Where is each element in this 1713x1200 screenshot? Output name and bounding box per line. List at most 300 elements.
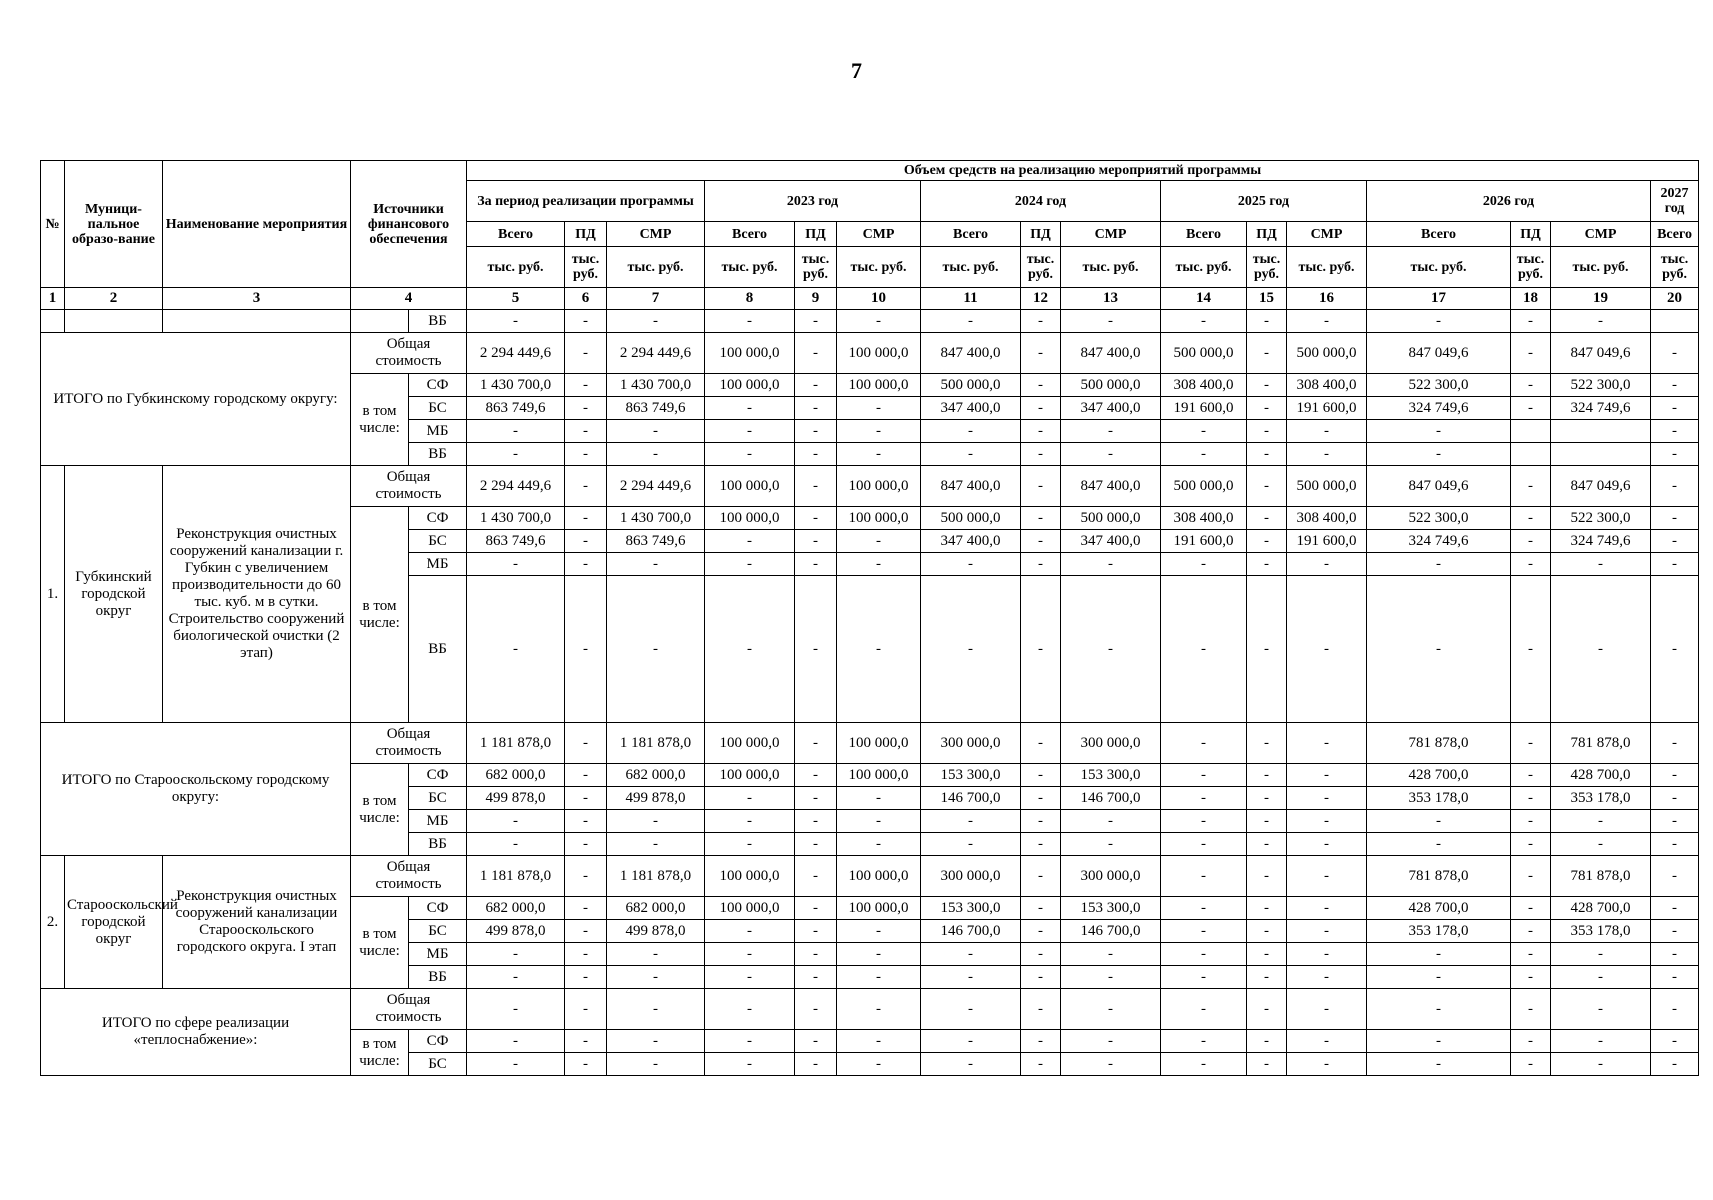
value-cell: - xyxy=(1161,576,1247,723)
value-cell: - xyxy=(1021,810,1061,833)
value-cell: - xyxy=(1287,1030,1367,1053)
value-cell: 100 000,0 xyxy=(837,723,921,764)
value-cell: - xyxy=(1511,576,1551,723)
value-cell: 191 600,0 xyxy=(1161,397,1247,420)
value-cell: - xyxy=(795,723,837,764)
value-cell: 347 400,0 xyxy=(921,397,1021,420)
value-cell: - xyxy=(1551,810,1651,833)
header-unit: тыс. руб. xyxy=(1061,247,1161,288)
value-cell: - xyxy=(705,787,795,810)
header-unit: тыс. руб. xyxy=(1287,247,1367,288)
source-code: БС xyxy=(409,920,467,943)
value-cell: 308 400,0 xyxy=(1161,374,1247,397)
header-smr: СМР xyxy=(1061,222,1161,247)
value-cell: - xyxy=(795,856,837,897)
value-cell: 153 300,0 xyxy=(1061,897,1161,920)
value-cell: 863 749,6 xyxy=(467,530,565,553)
column-number: 3 xyxy=(163,288,351,310)
value-cell: 847 400,0 xyxy=(1061,466,1161,507)
header-2023: 2023 год xyxy=(705,181,921,222)
value-cell: - xyxy=(1287,443,1367,466)
value-cell xyxy=(1511,443,1551,466)
value-cell: - xyxy=(795,810,837,833)
source-code: МБ xyxy=(409,553,467,576)
value-cell: - xyxy=(1247,507,1287,530)
source-code: МБ xyxy=(409,810,467,833)
value-cell: 300 000,0 xyxy=(1061,856,1161,897)
subtotal-label: ИТОГО по Губкинскому городскому округу: xyxy=(41,333,351,466)
value-cell: - xyxy=(607,810,705,833)
value-cell: 324 749,6 xyxy=(1551,530,1651,553)
value-cell: - xyxy=(1247,466,1287,507)
table-row xyxy=(41,466,1699,507)
value-cell: - xyxy=(1021,530,1061,553)
value-cell: - xyxy=(467,576,565,723)
value-cell: - xyxy=(795,530,837,553)
value-cell: - xyxy=(837,553,921,576)
value-cell: - xyxy=(607,576,705,723)
value-cell: - xyxy=(565,966,607,989)
table-row xyxy=(41,310,1699,333)
value-cell: - xyxy=(837,310,921,333)
value-cell: - xyxy=(837,420,921,443)
value-cell: - xyxy=(921,1030,1021,1053)
table-body xyxy=(41,161,1699,1076)
value-cell: - xyxy=(1367,443,1511,466)
value-cell: - xyxy=(1367,943,1511,966)
value-cell: - xyxy=(1247,576,1287,723)
value-cell: - xyxy=(1287,420,1367,443)
value-cell: - xyxy=(565,810,607,833)
value-cell: - xyxy=(1161,833,1247,856)
value-cell: - xyxy=(1511,897,1551,920)
value-cell: - xyxy=(607,443,705,466)
value-cell: - xyxy=(1287,310,1367,333)
header-2024: 2024 год xyxy=(921,181,1161,222)
value-cell: 308 400,0 xyxy=(1287,507,1367,530)
in-total-label: в том числе: xyxy=(351,507,409,723)
value-cell: - xyxy=(1021,943,1061,966)
value-cell: - xyxy=(1651,787,1699,810)
value-cell: - xyxy=(1161,553,1247,576)
value-cell: 100 000,0 xyxy=(837,374,921,397)
value-cell: - xyxy=(1651,576,1699,723)
value-cell: 682 000,0 xyxy=(467,764,565,787)
value-cell: - xyxy=(921,576,1021,723)
value-cell: - xyxy=(1511,966,1551,989)
column-number: 10 xyxy=(837,288,921,310)
value-cell: - xyxy=(1021,966,1061,989)
value-cell: - xyxy=(467,943,565,966)
value-cell: - xyxy=(795,1053,837,1076)
value-cell: - xyxy=(1021,374,1061,397)
value-cell: - xyxy=(1161,966,1247,989)
value-cell: - xyxy=(1247,920,1287,943)
value-cell: - xyxy=(1287,897,1367,920)
header-unit: тыс. руб. xyxy=(705,247,795,288)
value-cell: - xyxy=(467,1053,565,1076)
value-cell: - xyxy=(1021,787,1061,810)
value-cell: 500 000,0 xyxy=(1061,374,1161,397)
column-number: 17 xyxy=(1367,288,1511,310)
value-cell: - xyxy=(1247,723,1287,764)
value-cell: - xyxy=(705,310,795,333)
value-cell xyxy=(1651,310,1699,333)
value-cell: 100 000,0 xyxy=(837,333,921,374)
header-no: № xyxy=(41,161,65,288)
value-cell: - xyxy=(837,966,921,989)
value-cell: - xyxy=(921,943,1021,966)
value-cell: - xyxy=(837,833,921,856)
value-cell: - xyxy=(1651,833,1699,856)
value-cell: - xyxy=(1021,310,1061,333)
value-cell: - xyxy=(705,833,795,856)
header-total: Всего xyxy=(467,222,565,247)
value-cell: - xyxy=(1021,397,1061,420)
value-cell: 1 430 700,0 xyxy=(467,374,565,397)
value-cell: - xyxy=(1511,333,1551,374)
column-number: 18 xyxy=(1511,288,1551,310)
empty-cell xyxy=(351,310,409,333)
value-cell: - xyxy=(467,810,565,833)
value-cell: - xyxy=(1287,833,1367,856)
value-cell: 500 000,0 xyxy=(1287,333,1367,374)
value-cell: 2 294 449,6 xyxy=(607,466,705,507)
value-cell: - xyxy=(705,420,795,443)
value-cell: 100 000,0 xyxy=(837,507,921,530)
value-cell: - xyxy=(1511,856,1551,897)
value-cell: 1 181 878,0 xyxy=(467,856,565,897)
value-cell: 499 878,0 xyxy=(607,787,705,810)
value-cell: 324 749,6 xyxy=(1367,397,1511,420)
value-cell: - xyxy=(565,764,607,787)
value-cell: - xyxy=(795,943,837,966)
value-cell: - xyxy=(1161,810,1247,833)
value-cell: - xyxy=(607,833,705,856)
header-unit: тыс. руб. xyxy=(467,247,565,288)
header-2026: 2026 год xyxy=(1367,181,1651,222)
table-row xyxy=(41,723,1699,764)
value-cell: - xyxy=(1651,966,1699,989)
value-cell: - xyxy=(1247,989,1287,1030)
value-cell: - xyxy=(1061,576,1161,723)
column-number: 15 xyxy=(1247,288,1287,310)
column-number: 12 xyxy=(1021,288,1061,310)
value-cell: - xyxy=(1651,530,1699,553)
header-total: Всего xyxy=(1161,222,1247,247)
value-cell: 353 178,0 xyxy=(1367,920,1511,943)
value-cell: - xyxy=(607,310,705,333)
value-cell: 1 181 878,0 xyxy=(607,856,705,897)
table-row xyxy=(41,333,1699,374)
value-cell: - xyxy=(1247,787,1287,810)
value-cell: - xyxy=(1287,787,1367,810)
value-cell: - xyxy=(1287,553,1367,576)
value-cell: 863 749,6 xyxy=(607,530,705,553)
value-cell: 100 000,0 xyxy=(705,764,795,787)
total-cost-label: Общая стоимость xyxy=(351,466,467,507)
value-cell: - xyxy=(607,553,705,576)
value-cell: - xyxy=(1061,443,1161,466)
value-cell: 781 878,0 xyxy=(1551,856,1651,897)
value-cell: - xyxy=(1021,989,1061,1030)
source-code: ВБ xyxy=(409,310,467,333)
value-cell: 100 000,0 xyxy=(705,333,795,374)
header-pd: ПД xyxy=(565,222,607,247)
column-numbers-row xyxy=(41,288,1699,310)
value-cell: - xyxy=(1511,374,1551,397)
value-cell: - xyxy=(837,920,921,943)
value-cell: 100 000,0 xyxy=(705,856,795,897)
page-number: 7 xyxy=(851,58,862,83)
value-cell: 847 049,6 xyxy=(1551,333,1651,374)
value-cell: - xyxy=(1247,943,1287,966)
value-cell: - xyxy=(1021,420,1061,443)
header-total: Всего xyxy=(1367,222,1511,247)
value-cell: - xyxy=(795,397,837,420)
total-cost-label: Общая стоимость xyxy=(351,856,467,897)
value-cell: - xyxy=(1161,920,1247,943)
value-cell: - xyxy=(1021,507,1061,530)
source-code: ВБ xyxy=(409,833,467,856)
value-cell: 847 049,6 xyxy=(1551,466,1651,507)
header-unit: тыс. руб. xyxy=(1511,247,1551,288)
value-cell: - xyxy=(1367,833,1511,856)
value-cell: - xyxy=(607,420,705,443)
value-cell: 324 749,6 xyxy=(1551,397,1651,420)
column-number: 13 xyxy=(1061,288,1161,310)
value-cell: - xyxy=(1651,420,1699,443)
value-cell: 682 000,0 xyxy=(607,764,705,787)
value-cell: - xyxy=(565,374,607,397)
value-cell: - xyxy=(795,333,837,374)
value-cell: 153 300,0 xyxy=(921,764,1021,787)
column-number: 7 xyxy=(607,288,705,310)
value-cell: - xyxy=(1061,943,1161,966)
header-municipality: Муници-пальное образо-вание xyxy=(65,161,163,288)
value-cell: - xyxy=(1021,466,1061,507)
column-number: 11 xyxy=(921,288,1021,310)
value-cell: - xyxy=(705,920,795,943)
header-unit: тыс. руб. xyxy=(837,247,921,288)
value-cell: - xyxy=(705,530,795,553)
value-cell: - xyxy=(1551,989,1651,1030)
value-cell: 500 000,0 xyxy=(1061,507,1161,530)
value-cell: - xyxy=(1651,764,1699,787)
value-cell: - xyxy=(1367,553,1511,576)
value-cell: - xyxy=(1651,1053,1699,1076)
value-cell: - xyxy=(1511,810,1551,833)
value-cell: - xyxy=(795,787,837,810)
header-pd: ПД xyxy=(1247,222,1287,247)
source-code: БС xyxy=(409,787,467,810)
value-cell: - xyxy=(1511,723,1551,764)
source-code: СФ xyxy=(409,897,467,920)
value-cell: 308 400,0 xyxy=(1161,507,1247,530)
header-2027: 2027 год xyxy=(1651,181,1699,222)
source-code: СФ xyxy=(409,1030,467,1053)
value-cell: - xyxy=(1287,764,1367,787)
value-cell: 1 181 878,0 xyxy=(467,723,565,764)
value-cell: 146 700,0 xyxy=(1061,787,1161,810)
value-cell: 847 049,6 xyxy=(1367,333,1511,374)
value-cell: - xyxy=(1551,310,1651,333)
value-cell: 146 700,0 xyxy=(1061,920,1161,943)
value-cell: - xyxy=(565,576,607,723)
header-pd: ПД xyxy=(1021,222,1061,247)
value-cell: - xyxy=(1061,553,1161,576)
value-cell: - xyxy=(467,989,565,1030)
in-total-label: в том числе: xyxy=(351,897,409,989)
header-unit: тыс. руб. xyxy=(921,247,1021,288)
header-measure: Наименование мероприятия xyxy=(163,161,351,288)
value-cell: - xyxy=(1247,1030,1287,1053)
header-unit: тыс. руб. xyxy=(1161,247,1247,288)
value-cell: - xyxy=(565,787,607,810)
value-cell: - xyxy=(705,397,795,420)
value-cell: 847 400,0 xyxy=(1061,333,1161,374)
value-cell: - xyxy=(1247,333,1287,374)
value-cell: - xyxy=(565,856,607,897)
source-code: ВБ xyxy=(409,966,467,989)
value-cell: 1 181 878,0 xyxy=(607,723,705,764)
value-cell: - xyxy=(1651,1030,1699,1053)
value-cell: - xyxy=(607,966,705,989)
item-municipality: Губкинский городской округ xyxy=(65,466,163,723)
value-cell: 347 400,0 xyxy=(1061,397,1161,420)
value-cell: - xyxy=(921,553,1021,576)
value-cell: 100 000,0 xyxy=(705,507,795,530)
value-cell: - xyxy=(1287,723,1367,764)
value-cell: - xyxy=(1511,943,1551,966)
value-cell: - xyxy=(1511,1030,1551,1053)
value-cell: - xyxy=(1021,897,1061,920)
value-cell: - xyxy=(795,920,837,943)
value-cell: - xyxy=(1287,810,1367,833)
value-cell: - xyxy=(1021,920,1061,943)
value-cell xyxy=(1551,443,1651,466)
value-cell: - xyxy=(1247,810,1287,833)
table-row xyxy=(41,989,1699,1030)
value-cell: - xyxy=(1367,1030,1511,1053)
value-cell: - xyxy=(705,553,795,576)
value-cell: - xyxy=(607,1053,705,1076)
value-cell: - xyxy=(1651,397,1699,420)
empty-cell xyxy=(41,310,65,333)
value-cell: - xyxy=(1511,920,1551,943)
value-cell: - xyxy=(607,943,705,966)
value-cell: 100 000,0 xyxy=(705,466,795,507)
value-cell: - xyxy=(467,833,565,856)
value-cell: - xyxy=(1161,723,1247,764)
value-cell: - xyxy=(1061,810,1161,833)
value-cell: 146 700,0 xyxy=(921,787,1021,810)
value-cell: - xyxy=(1247,833,1287,856)
value-cell: - xyxy=(1651,810,1699,833)
column-number: 20 xyxy=(1651,288,1699,310)
empty-cell xyxy=(65,310,163,333)
value-cell: - xyxy=(1161,310,1247,333)
value-cell: - xyxy=(921,833,1021,856)
value-cell: - xyxy=(1367,810,1511,833)
value-cell: - xyxy=(1367,310,1511,333)
value-cell: 100 000,0 xyxy=(837,466,921,507)
in-total-label: в том числе: xyxy=(351,374,409,466)
value-cell: 781 878,0 xyxy=(1367,856,1511,897)
value-cell: - xyxy=(1287,943,1367,966)
value-cell: - xyxy=(1287,576,1367,723)
value-cell: 100 000,0 xyxy=(705,374,795,397)
value-cell: 863 749,6 xyxy=(607,397,705,420)
value-cell: - xyxy=(467,443,565,466)
value-cell: - xyxy=(1161,1053,1247,1076)
column-number: 9 xyxy=(795,288,837,310)
source-code: СФ xyxy=(409,374,467,397)
value-cell: - xyxy=(1651,333,1699,374)
value-cell: - xyxy=(1287,1053,1367,1076)
total-cost-label: Общая стоимость xyxy=(351,723,467,764)
total-cost-label: Общая стоимость xyxy=(351,333,467,374)
value-cell: 682 000,0 xyxy=(467,897,565,920)
subtotal-label: ИТОГО по сфере реализации «теплоснабжение»: xyxy=(41,989,351,1076)
value-cell: 500 000,0 xyxy=(1287,466,1367,507)
value-cell: - xyxy=(1367,966,1511,989)
value-cell: 428 700,0 xyxy=(1367,764,1511,787)
value-cell: 428 700,0 xyxy=(1551,897,1651,920)
value-cell: 499 878,0 xyxy=(467,787,565,810)
value-cell: - xyxy=(1021,553,1061,576)
value-cell: - xyxy=(795,553,837,576)
header-smr: СМР xyxy=(607,222,705,247)
value-cell: 2 294 449,6 xyxy=(607,333,705,374)
value-cell: - xyxy=(921,966,1021,989)
value-cell: 428 700,0 xyxy=(1551,764,1651,787)
value-cell: 347 400,0 xyxy=(1061,530,1161,553)
value-cell: - xyxy=(1287,966,1367,989)
value-cell: - xyxy=(921,1053,1021,1076)
empty-cell xyxy=(163,310,351,333)
value-cell: 500 000,0 xyxy=(921,507,1021,530)
value-cell: - xyxy=(1511,1053,1551,1076)
value-cell: - xyxy=(1651,507,1699,530)
value-cell: - xyxy=(1061,420,1161,443)
value-cell: - xyxy=(705,989,795,1030)
value-cell: - xyxy=(1061,310,1161,333)
value-cell: - xyxy=(1511,833,1551,856)
value-cell: 1 430 700,0 xyxy=(607,507,705,530)
value-cell: - xyxy=(1651,897,1699,920)
value-cell: - xyxy=(795,507,837,530)
value-cell: - xyxy=(1287,856,1367,897)
value-cell: 847 049,6 xyxy=(1367,466,1511,507)
column-number: 16 xyxy=(1287,288,1367,310)
column-number: 14 xyxy=(1161,288,1247,310)
value-cell: - xyxy=(921,989,1021,1030)
value-cell: - xyxy=(837,943,921,966)
value-cell: - xyxy=(607,989,705,1030)
value-cell: - xyxy=(467,1030,565,1053)
value-cell: - xyxy=(1551,833,1651,856)
value-cell: - xyxy=(795,1030,837,1053)
header-unit: тыс. руб. xyxy=(1367,247,1511,288)
value-cell: - xyxy=(1161,787,1247,810)
value-cell: - xyxy=(565,397,607,420)
value-cell: - xyxy=(1651,553,1699,576)
header-total: Всего xyxy=(705,222,795,247)
header-unit: тыс. руб. xyxy=(795,247,837,288)
value-cell: - xyxy=(1651,443,1699,466)
value-cell: - xyxy=(1287,989,1367,1030)
